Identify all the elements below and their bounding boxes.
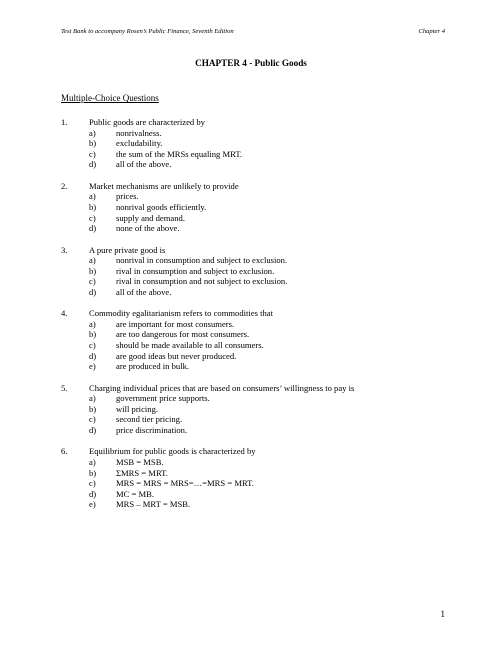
answer-option: [61, 213, 461, 224]
option-letter: b): [89, 201, 97, 212]
answer-option: [61, 276, 461, 287]
option-letter: c): [89, 414, 96, 425]
option-letter: d): [89, 350, 97, 361]
option-letter: c): [89, 212, 96, 223]
question-line: [61, 117, 461, 128]
answer-option: [61, 266, 461, 277]
question-item: [61, 446, 461, 510]
question-stem: Market mechanisms are unlikely to provide: [89, 180, 239, 191]
question-stem: A pure private good is: [89, 244, 166, 255]
question-stem: Public goods are characterized by: [89, 117, 205, 127]
answer-option: [61, 255, 461, 266]
answer-option: [61, 319, 461, 330]
option-text: are good ideas but never produced.: [116, 350, 237, 361]
answer-option: [61, 223, 461, 234]
option-text: none of the above.: [116, 223, 180, 234]
question-stem: Charging individual prices that are based on consumers’ willingness to pay is: [89, 382, 355, 393]
option-letter: b): [89, 265, 97, 276]
answer-option: [61, 468, 461, 479]
question-line: [61, 308, 461, 319]
option-text: government price supports.: [116, 393, 210, 404]
option-letter: b): [89, 467, 97, 478]
question-list: [61, 117, 461, 521]
answer-option: [61, 425, 461, 436]
answer-option: [61, 159, 461, 170]
question-number: 5.: [61, 382, 68, 393]
option-text: all of the above.: [116, 159, 172, 170]
question-number: 4.: [61, 308, 68, 319]
option-letter: d): [89, 159, 97, 170]
option-text: nonrivalness.: [116, 127, 162, 138]
answer-option: [61, 329, 461, 340]
option-letter: e): [89, 499, 96, 510]
option-text: are too dangerous for most consumers.: [116, 329, 250, 340]
question-item: [61, 308, 461, 372]
question-item: [61, 181, 461, 234]
option-text: supply and demand.: [116, 212, 185, 223]
option-text: MRS – MRT = MSB.: [116, 499, 191, 510]
answer-option: [61, 287, 461, 298]
option-text: MSB = MSB.: [116, 457, 164, 468]
option-text: are produced in bulk.: [116, 361, 190, 372]
option-letter: c): [89, 478, 96, 489]
option-letter: a): [89, 318, 96, 329]
option-letter: b): [89, 329, 97, 340]
answer-option: [61, 478, 461, 489]
option-letter: a): [89, 191, 96, 202]
option-text: the sum of the MRSs equaling MRT.: [116, 148, 243, 159]
question-number: 1.: [61, 117, 68, 127]
question-line: [61, 245, 461, 256]
answer-option: [61, 191, 461, 202]
option-text: should be made available to all consumers.: [116, 340, 264, 351]
option-letter: d): [89, 425, 97, 436]
option-text: second tier pricing.: [116, 414, 183, 425]
option-letter: a): [89, 393, 96, 404]
answer-option: [61, 393, 461, 404]
question-stem: Equilibrium for public goods is characterized by: [89, 446, 256, 457]
header-book-title: Test Bank to accompany Rosen’s Public Finance, Seventh Edition: [61, 28, 234, 35]
option-text: excludability.: [116, 138, 163, 149]
question-stem: Commodity egalitarianism refers to commodities that: [89, 308, 274, 319]
header-chapter: Chapter 4: [418, 28, 445, 35]
option-text: MRS = MRS = MRS=…=MRS = MRT.: [116, 478, 254, 489]
section-heading: Multiple-Choice Questions: [61, 93, 159, 103]
answer-option: [61, 202, 461, 213]
option-letter: a): [89, 457, 96, 468]
answer-option: [61, 457, 461, 468]
running-header: [61, 28, 445, 40]
option-text: nonrival goods efficiently.: [116, 201, 207, 212]
answer-option: [61, 361, 461, 372]
question-number: 2.: [61, 180, 68, 191]
option-text: ΣMRS = MRT.: [116, 467, 168, 478]
question-line: [61, 181, 461, 192]
answer-option: [61, 149, 461, 160]
option-text: nonrival in consumption and subject to exclusion.: [116, 255, 288, 266]
option-text: are important for most consumers.: [116, 318, 235, 329]
option-letter: a): [89, 127, 96, 138]
answer-option: [61, 351, 461, 362]
option-text: MC = MB.: [116, 488, 155, 499]
question-item: [61, 383, 461, 436]
option-letter: a): [89, 255, 96, 266]
question-line: [61, 446, 461, 457]
answer-option: [61, 414, 461, 425]
chapter-title: CHAPTER 4 - Public Goods: [195, 58, 307, 68]
question-item: [61, 245, 461, 298]
option-letter: d): [89, 286, 97, 297]
option-text: prices.: [116, 191, 139, 202]
option-text: all of the above.: [116, 286, 172, 297]
question-number: 6.: [61, 446, 68, 457]
page-number: 1: [440, 609, 445, 619]
answer-option: [61, 499, 461, 510]
option-letter: c): [89, 148, 96, 159]
answer-option: [61, 340, 461, 351]
option-text: price discrimination.: [116, 425, 188, 436]
question-item: [61, 117, 461, 170]
option-letter: e): [89, 361, 96, 372]
answer-option: [61, 404, 461, 415]
option-letter: b): [89, 138, 97, 149]
option-letter: c): [89, 340, 96, 351]
option-text: will pricing.: [116, 403, 159, 414]
option-text: rival in consumption and subject to exclusion.: [116, 265, 275, 276]
option-letter: d): [89, 223, 97, 234]
option-letter: d): [89, 488, 97, 499]
answer-option: [61, 138, 461, 149]
question-number: 3.: [61, 244, 68, 255]
option-text: rival in consumption and not subject to exclusion.: [116, 276, 288, 287]
option-letter: c): [89, 276, 96, 287]
option-letter: b): [89, 403, 97, 414]
answer-option: [61, 128, 461, 139]
question-line: [61, 383, 461, 394]
answer-option: [61, 489, 461, 500]
